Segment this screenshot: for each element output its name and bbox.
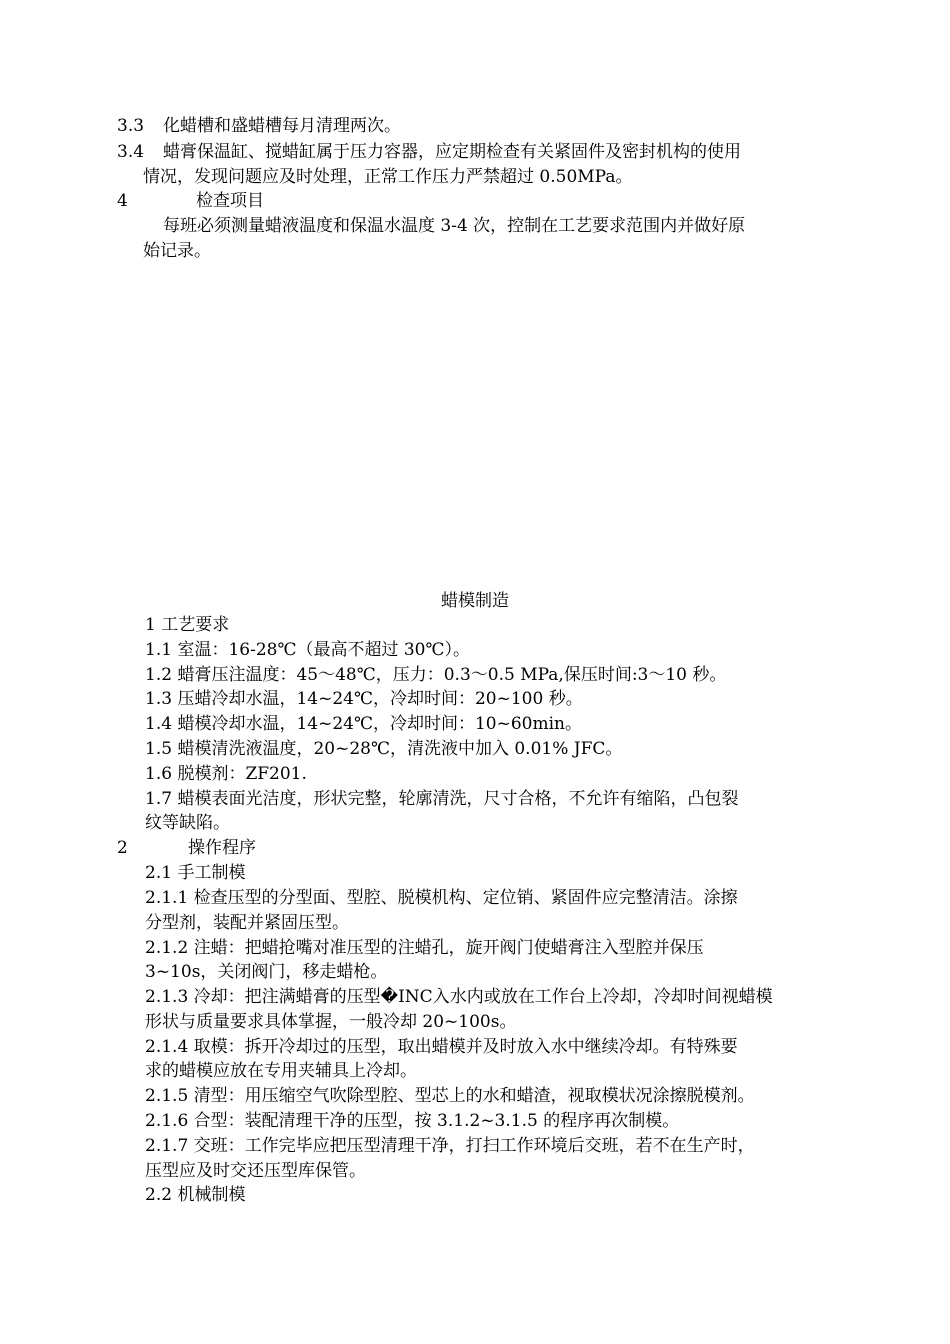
paragraph-line: 2.1.1 检查压型的分型面、型腔、脱模机构、定位销、紧固件应完整清洁。涂擦 — [145, 888, 738, 908]
subsection-2-1-heading: 2.1 手工制模 — [145, 863, 246, 883]
section-2-heading: 操作程序 — [188, 838, 256, 858]
subsection-2-2-heading: 2.2 机械制模 — [145, 1185, 246, 1205]
item-1-7-line-2: 纹等缺陷。 — [145, 813, 230, 833]
paragraph-line: 求的蜡模应放在专用夹辅具上冷却。 — [145, 1061, 417, 1081]
item-3-4-number: 3.4 — [117, 142, 145, 162]
list-item: 1.2 蜡膏压注温度：45～48℃，压力：0.3～0.5 MPa,保压时间:3～10 秒。 — [145, 665, 727, 685]
section-4-number: 4 — [117, 191, 128, 211]
section-4-line-1: 每班必须测量蜡液温度和保温水温度 3-4 次，控制在工艺要求范围内并做好原 — [163, 216, 746, 236]
paragraph-line: 2.1.4 取模：拆开冷却过的压型，取出蜡模并及时放入水中继续冷却。有特殊要 — [145, 1037, 738, 1057]
list-item: 1.5 蜡模清洗液温度，20~28℃，清洗液中加入 0.01% JFC。 — [145, 739, 623, 759]
paragraph-line: 2.1.3 冷却：把注满蜡膏的压型�INC入水内或放在工作台上冷却，冷却时间视蜡模 — [145, 987, 773, 1007]
item-3-4-line-1: 蜡膏保温缸、搅蜡缸属于压力容器，应定期检查有关紧固件及密封机构的使用 — [163, 142, 741, 162]
paragraph-line: 3~10s，关闭阀门，移走蜡枪。 — [145, 962, 388, 982]
section-2-number: 2 — [117, 838, 128, 858]
page-title: 蜡模制造 — [441, 591, 509, 611]
paragraph-line: 2.1.5 清型：用压缩空气吹除型腔、型芯上的水和蜡渣，视取模状况涂擦脱模剂。 — [145, 1086, 755, 1106]
list-item: 1.4 蜡模冷却水温，14~24℃，冷却时间：10~60min。 — [145, 714, 582, 734]
list-item: 1.3 压蜡冷却水温，14~24℃，冷却时间：20~100 秒。 — [145, 689, 583, 709]
item-3-4-line-2: 情况，发现问题应及时处理，正常工作压力严禁超过 0.50MPa。 — [143, 167, 633, 187]
list-item: 1.6 脱模剂：ZF201. — [145, 764, 307, 784]
paragraph-line: 2.1.7 交班：工作完毕应把压型清理干净，打扫工作环境后交班，若不在生产时， — [145, 1136, 755, 1156]
section-1-heading: 1 工艺要求 — [145, 615, 230, 635]
paragraph-line: 分型剂，装配并紧固压型。 — [145, 913, 349, 933]
section-4-line-2: 始记录。 — [143, 241, 211, 261]
paragraph-line: 形状与质量要求具体掌握，一般冷却 20~100s。 — [145, 1012, 517, 1032]
item-1-7-line-1: 1.7 蜡模表面光洁度，形状完整，轮廓清洗，尺寸合格，不允许有缩陷，凸包裂 — [145, 789, 739, 809]
paragraph-line: 压型应及时交还压型库保管。 — [145, 1161, 366, 1181]
paragraph-line: 2.1.2 注蜡：把蜡抢嘴对准压型的注蜡孔，旋开阀门使蜡膏注入型腔并保压 — [145, 938, 704, 958]
item-3-3-text: 化蜡槽和盛蜡槽每月清理两次。 — [163, 116, 401, 136]
section-4-heading: 检查项目 — [196, 191, 264, 211]
item-3-3-number: 3.3 — [117, 116, 145, 136]
list-item: 1.1 室温：16-28℃（最高不超过 30℃）。 — [145, 640, 471, 660]
paragraph-line: 2.1.6 合型：装配清理干净的压型，按 3.1.2~3.1.5 的程序再次制模。 — [145, 1111, 680, 1131]
